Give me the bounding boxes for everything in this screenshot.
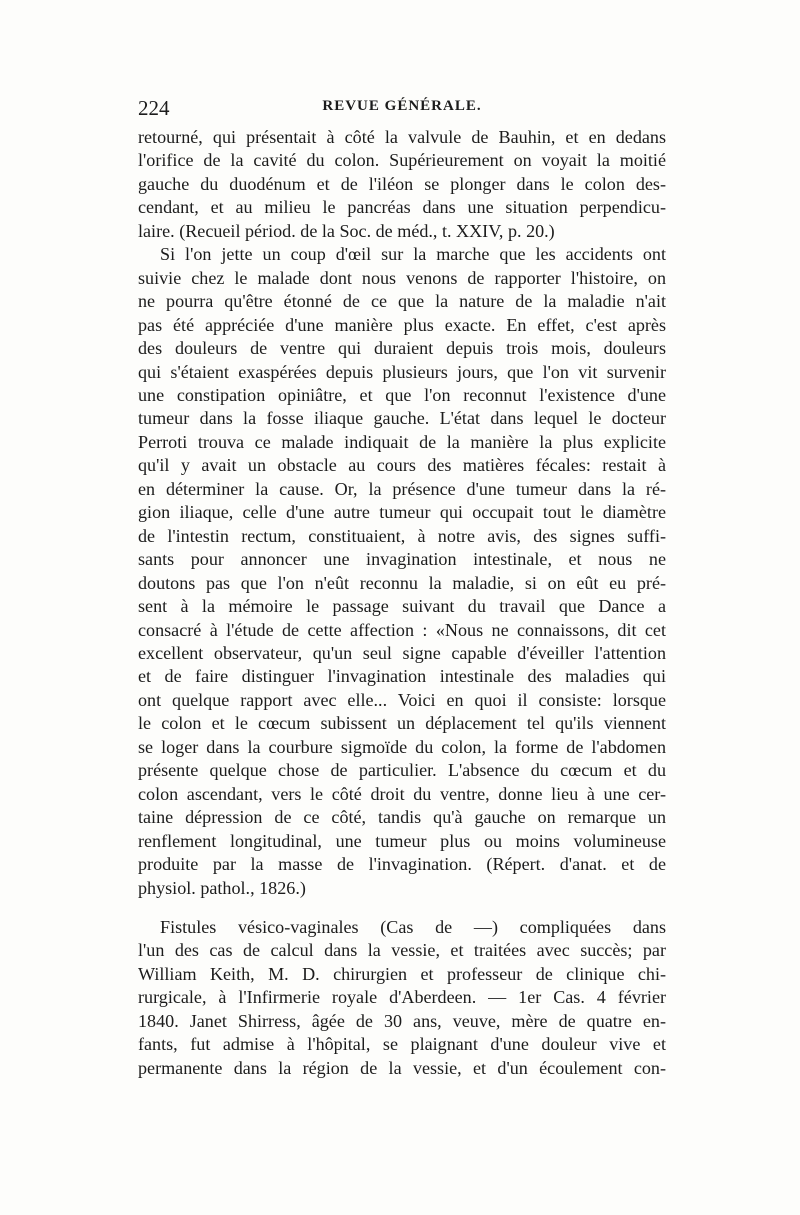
text-line: Si l'on jette un coup d'œil sur la marche que les accidents ont xyxy=(160,244,666,265)
text-line: tumeur dans la fosse iliaque gauche. L'état dans lequel le docteur xyxy=(138,408,666,429)
document-page xyxy=(138,96,666,1080)
text-line: qui s'étaient exaspérées depuis plusieurs jours, que l'on vit survenir xyxy=(138,361,666,382)
text-line: William Keith, M. D. chirurgien et professeur de clinique chi- xyxy=(138,963,666,984)
text-line: produite par la masse de l'invagination. (Répert. d'anat. et de xyxy=(138,854,666,875)
text-line: rurgicale, à l'Infirmerie royale d'Aberdeen. — 1er Cas. 4 février xyxy=(138,987,666,1008)
text-line: de l'intestin rectum, constituaient, à notre avis, des signes suffi- xyxy=(138,525,666,546)
text-line: le colon et le cœcum subissent un déplacement tel qu'ils viennent xyxy=(138,713,666,734)
text-line: des douleurs de ventre qui duraient depuis trois mois, douleurs xyxy=(138,338,666,359)
text-line: fants, fut admise à l'hôpital, se plaignant d'une douleur vive et xyxy=(138,1034,666,1055)
text-line: physiol. pathol., 1826.) xyxy=(138,877,306,898)
text-line: gauche du duodénum et de l'iléon se plonger dans le colon des- xyxy=(138,173,666,194)
text-line: en déterminer la cause. Or, la présence d'une tumeur dans la ré- xyxy=(138,478,666,499)
text-line: cendant, et au milieu le pancréas dans une situation perpendicu- xyxy=(138,197,666,218)
text-line: laire. (Recueil périod. de la Soc. de méd., t. XXIV, p. 20.) xyxy=(138,220,555,241)
text-line: une constipation opiniâtre, et que l'on reconnut l'existence d'une xyxy=(138,384,666,405)
page-number: 224 xyxy=(138,96,170,120)
paragraph-3 xyxy=(138,916,666,1080)
text-line: et de faire distinguer l'invagination intestinale des maladies qui xyxy=(138,666,666,687)
paragraph-2 xyxy=(138,243,666,900)
text-line: qu'il y avait un obstacle au cours des matières fécales: restait à xyxy=(138,455,666,476)
article-heading-line: Fistules vésico-vaginales (Cas de —) compliquées dans xyxy=(160,916,666,937)
body-text xyxy=(138,126,666,1080)
text-line: sent à la mémoire le passage suivant du travail que Dance a xyxy=(138,596,666,617)
section-gap xyxy=(138,900,666,916)
text-line: 1840. Janet Shirress, âgée de 30 ans, veuve, mère de quatre en- xyxy=(138,1010,666,1031)
text-line: présente quelque chose de particulier. L'absence du cœcum et du xyxy=(138,760,666,781)
text-line: excellent observateur, qu'un seul signe capable d'éveiller l'attention xyxy=(138,642,666,663)
text-line: ont quelque rapport avec elle... Voici en quoi il consiste: lorsque xyxy=(138,689,666,710)
text-line: doutons pas que l'on n'eût reconnu la maladie, si on eût eu pré- xyxy=(138,572,666,593)
text-line: colon ascendant, vers le côté droit du ventre, donne lieu à une cer- xyxy=(138,783,666,804)
text-line: l'orifice de la cavité du colon. Supérieurement on voyait la moitié xyxy=(138,150,666,171)
page-header xyxy=(138,96,666,126)
text-line: suivie chez le malade dont nous venons de rapporter l'histoire, on xyxy=(138,267,666,288)
text-line: taine dépression de ce côté, tandis qu'à gauche on remarque un xyxy=(138,807,666,828)
text-line: sants pour annoncer une invagination intestinale, et nous ne xyxy=(138,549,666,570)
text-line: permanente dans la région de la vessie, et d'un écoulement con- xyxy=(138,1057,666,1078)
text-line: Perroti trouva ce malade indiquait de la manière la plus explicite xyxy=(138,431,666,452)
text-line: ne pourra qu'être étonné de ce que la nature de la maladie n'ait xyxy=(138,291,666,312)
text-line: l'un des cas de calcul dans la vessie, et traitées avec succès; par xyxy=(138,940,666,961)
text-line: consacré à l'étude de cette affection : «Nous ne connaissons, dit cet xyxy=(138,619,666,640)
text-line: gion iliaque, celle d'une autre tumeur qui occupait tout le diamètre xyxy=(138,502,666,523)
running-title: REVUE GÉNÉRALE. xyxy=(322,98,482,114)
paragraph-1 xyxy=(138,126,666,243)
text-line: se loger dans la courbure sigmoïde du colon, la forme de l'abdomen xyxy=(138,736,666,757)
text-line: renflement longitudinal, une tumeur plus ou moins volumineuse xyxy=(138,830,666,851)
text-line: retourné, qui présentait à côté la valvule de Bauhin, et en dedans xyxy=(138,127,666,147)
text-line: pas été appréciée d'une manière plus exacte. En effet, c'est après xyxy=(138,314,666,335)
